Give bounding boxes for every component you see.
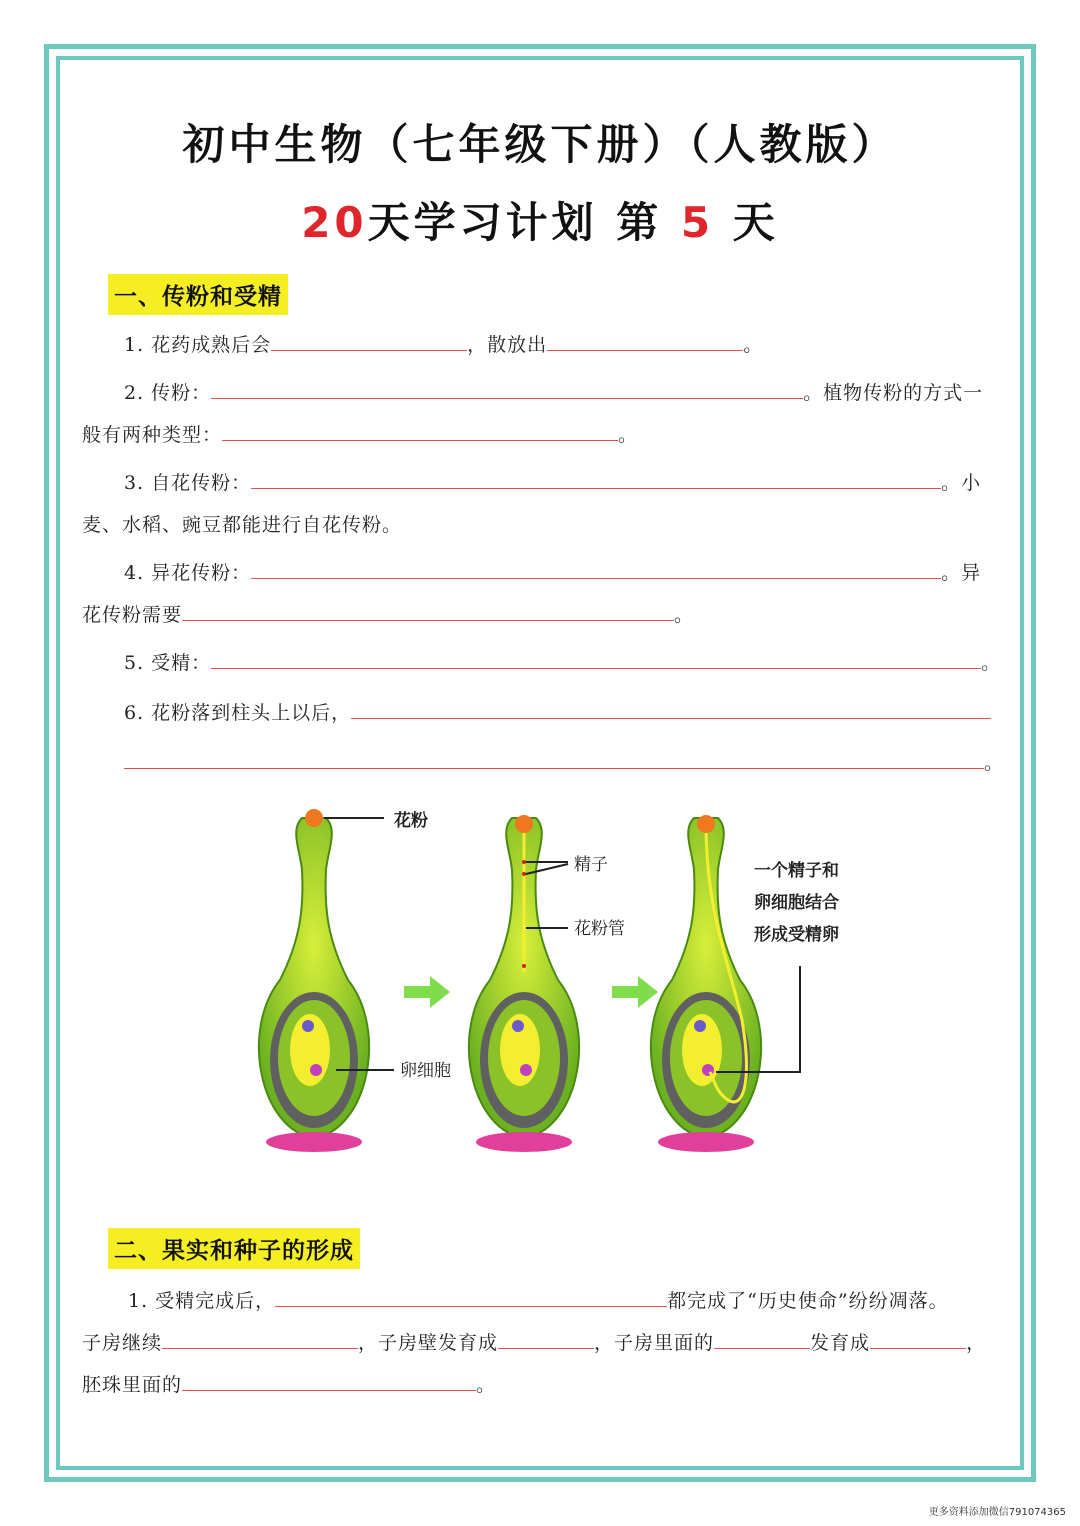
question-1-6-cont: 。 [124,748,1004,775]
section2-heading: 二、果实和种子的形成 [108,1228,360,1269]
label-sperm: 精子 [574,855,608,875]
question-2-1: 1. 受精完成后， 都完成了“历史使命”纷纷凋落。 [128,1290,949,1312]
day-number: 5 [680,198,715,247]
answer-blank[interactable] [351,700,991,719]
page-title: 初中生物（七年级下册）（人教版） [182,120,898,169]
subtitle-end: 天 [732,198,779,247]
label-fertilization-1: 一个精子和 [754,861,839,881]
question-1-1: 1. 花药成熟后会 ，散放出 。 [124,334,764,356]
answer-blank[interactable] [271,332,467,351]
question-1-4: 4. 异花传粉： 。异 [124,562,982,584]
footer-note: 更多资料添加微信791074365 [928,1507,1066,1518]
question-1-2-cont: 般有两种类型： 。 [82,424,639,446]
label-fertilization-3: 形成受精卵 [754,925,839,945]
question-1-3: 3. 自花传粉： 。小 [124,472,982,494]
subtitle-mid: 天学习计划 第 [367,198,663,247]
answer-blank[interactable] [222,422,618,441]
answer-blank[interactable] [211,650,981,669]
pistil-stage-1 [259,809,369,1152]
answer-blank[interactable] [870,1330,966,1349]
answer-blank[interactable] [714,1330,810,1349]
question-1-6: 6. 花粉落到柱头上以后， [124,698,991,725]
arrow-right-icon [612,976,658,1008]
question-1-3-cont: 麦、水稻、豌豆都能进行自花传粉。 [82,514,403,536]
pistil-stage-3 [651,815,761,1152]
label-egg-cell: 卵细胞 [400,1061,451,1081]
question-2-1-cont: 子房继续 ，子房壁发育成 ，子房里面的 发育成 ， [82,1332,987,1354]
answer-blank[interactable] [275,1288,667,1307]
question-1-4-cont: 花传粉需要 。 [82,604,695,626]
page-subtitle [0,190,1080,250]
arrow-right-icon [404,976,450,1008]
answer-blank[interactable] [498,1330,594,1349]
answer-blank[interactable] [182,1372,476,1391]
fertilization-diagram [240,790,880,1170]
label-fertilization-2: 卵细胞结合 [754,893,839,913]
answer-blank[interactable] [251,470,941,489]
answer-blank[interactable] [182,602,674,621]
answer-blank[interactable] [211,380,803,399]
answer-blank[interactable] [162,1330,358,1349]
label-pollen-tube: 花粉管 [574,919,625,939]
answer-blank[interactable] [547,332,743,351]
section1-heading: 一、传粉和受精 [108,274,288,315]
answer-blank[interactable] [124,750,984,769]
question-2-1-cont2: 胚珠里面的 。 [82,1374,497,1396]
answer-blank[interactable] [251,560,941,579]
label-pollen: 花粉 [394,811,428,831]
question-1-5: 5. 受精： 。 [124,652,1002,674]
question-1-2: 2. 传粉： 。植物传粉的方式一 [124,382,984,404]
day-count: 20 [301,198,368,247]
